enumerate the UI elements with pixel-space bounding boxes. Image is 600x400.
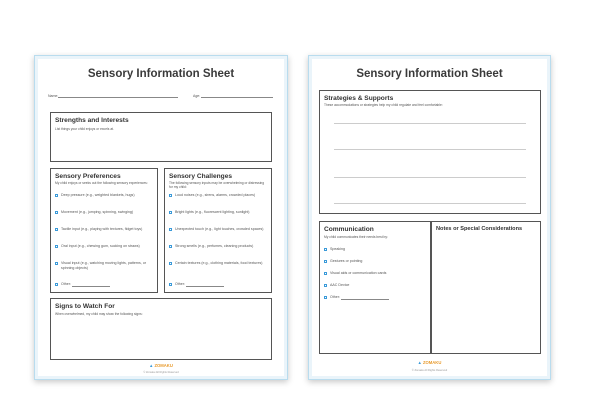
checkbox[interactable] bbox=[169, 211, 172, 214]
checkbox[interactable] bbox=[55, 228, 58, 231]
checkbox[interactable] bbox=[169, 245, 172, 248]
sheet-title: Sensory Information Sheet bbox=[87, 68, 235, 80]
logo-mark-icon: ▲ bbox=[149, 363, 154, 368]
signs-subtitle: When overwhelmed, my child may show the following signs: bbox=[55, 312, 143, 316]
age-field[interactable] bbox=[201, 97, 273, 98]
strengths-box[interactable] bbox=[50, 112, 272, 162]
name-field[interactable] bbox=[58, 97, 178, 98]
strengths-heading: Strengths and Interests bbox=[55, 117, 129, 124]
brand-logo: ▲ ZOMAKU bbox=[417, 360, 442, 365]
other-field[interactable] bbox=[186, 286, 224, 287]
strategies-box[interactable] bbox=[319, 90, 541, 214]
strengths-subtitle: List things your child enjoys or excels at. bbox=[55, 127, 115, 131]
age-label: Age: bbox=[193, 94, 201, 98]
checkbox[interactable] bbox=[55, 262, 58, 265]
challenges-heading: Sensory Challenges bbox=[169, 173, 233, 180]
copyright-text: © Zomaku All Rights Reserved bbox=[143, 371, 179, 374]
name-label: Name: bbox=[48, 94, 59, 98]
checkbox[interactable] bbox=[324, 284, 327, 287]
preferences-box: Sensory Preferences My child enjoys or seeks out the following sensory experiences: Deep pressure (e.g., weighted blankets, hugs) Movement (e.g., jumping, spinning, swinging) Tactile input (e.g., playing with textures, fidget toys) Oral input (e.g., chewing gum, sucking on straws) Visual input (e.g., watching moving lights, patterns, or spinning objects) Other: bbox=[50, 168, 158, 293]
other-field[interactable] bbox=[72, 286, 110, 287]
signs-heading: Signs to Watch For bbox=[55, 303, 115, 310]
checkbox[interactable] bbox=[55, 211, 58, 214]
communication-box: Communication My child communicates their needs best by: Speaking Gestures or pointing Visual aids or communication cards AAC Device Other: bbox=[319, 221, 431, 354]
checkbox[interactable] bbox=[55, 283, 58, 286]
brand-logo: ▲ ZOMAKU bbox=[149, 363, 173, 368]
sheet-title: Sensory Information Sheet bbox=[356, 68, 503, 80]
checkbox[interactable] bbox=[324, 272, 327, 275]
logo-mark-icon: ▲ bbox=[417, 360, 422, 365]
communication-heading: Communication bbox=[324, 226, 374, 233]
strategies-subtitle: These accommodations or strategies help my child regulate and feel comfortable: bbox=[324, 103, 443, 107]
other-field[interactable] bbox=[341, 299, 389, 300]
writing-line[interactable] bbox=[334, 123, 526, 124]
checkbox[interactable] bbox=[324, 248, 327, 251]
preferences-heading: Sensory Preferences bbox=[55, 173, 121, 180]
strategies-heading: Strategies & Supports bbox=[324, 95, 394, 102]
writing-line[interactable] bbox=[334, 149, 526, 150]
checkbox[interactable] bbox=[169, 262, 172, 265]
checkbox[interactable] bbox=[169, 283, 172, 286]
notes-box[interactable] bbox=[431, 221, 541, 354]
signs-box[interactable] bbox=[50, 298, 272, 360]
sheet-page-1 bbox=[34, 55, 288, 380]
sheet-page-2 bbox=[308, 55, 551, 380]
writing-line[interactable] bbox=[334, 203, 526, 204]
checkbox[interactable] bbox=[324, 260, 327, 263]
checkbox[interactable] bbox=[169, 194, 172, 197]
notes-heading: Notes or Special Considerations bbox=[436, 226, 523, 232]
copyright-text: © Zomaku All Rights Reserved bbox=[411, 369, 448, 372]
checkbox[interactable] bbox=[55, 245, 58, 248]
writing-line[interactable] bbox=[334, 177, 526, 178]
challenges-box: Sensory Challenges The following sensory inputs may be overwhelming or distressing for my child: Loud noises (e.g., sirens, alarms, crowded places) Bright lights (e.g., fluorescent lighting, sunlight) Unexpected touch (e.g., light touches, crowded spaces) Strong smells (e.g., perfumes, cleaning products) Certain textures (e.g., clothing materials, food textures) Other: bbox=[164, 168, 272, 293]
communication-subtitle: My child communicates their needs best by: bbox=[324, 235, 388, 239]
checkbox[interactable] bbox=[169, 228, 172, 231]
checkbox[interactable] bbox=[55, 194, 58, 197]
challenges-subtitle: The following sensory inputs may be overwhelming or distressing for my child: bbox=[169, 181, 265, 189]
checkbox[interactable] bbox=[324, 296, 327, 299]
preferences-subtitle: My child enjoys or seeks out the following sensory experiences: bbox=[55, 181, 148, 185]
